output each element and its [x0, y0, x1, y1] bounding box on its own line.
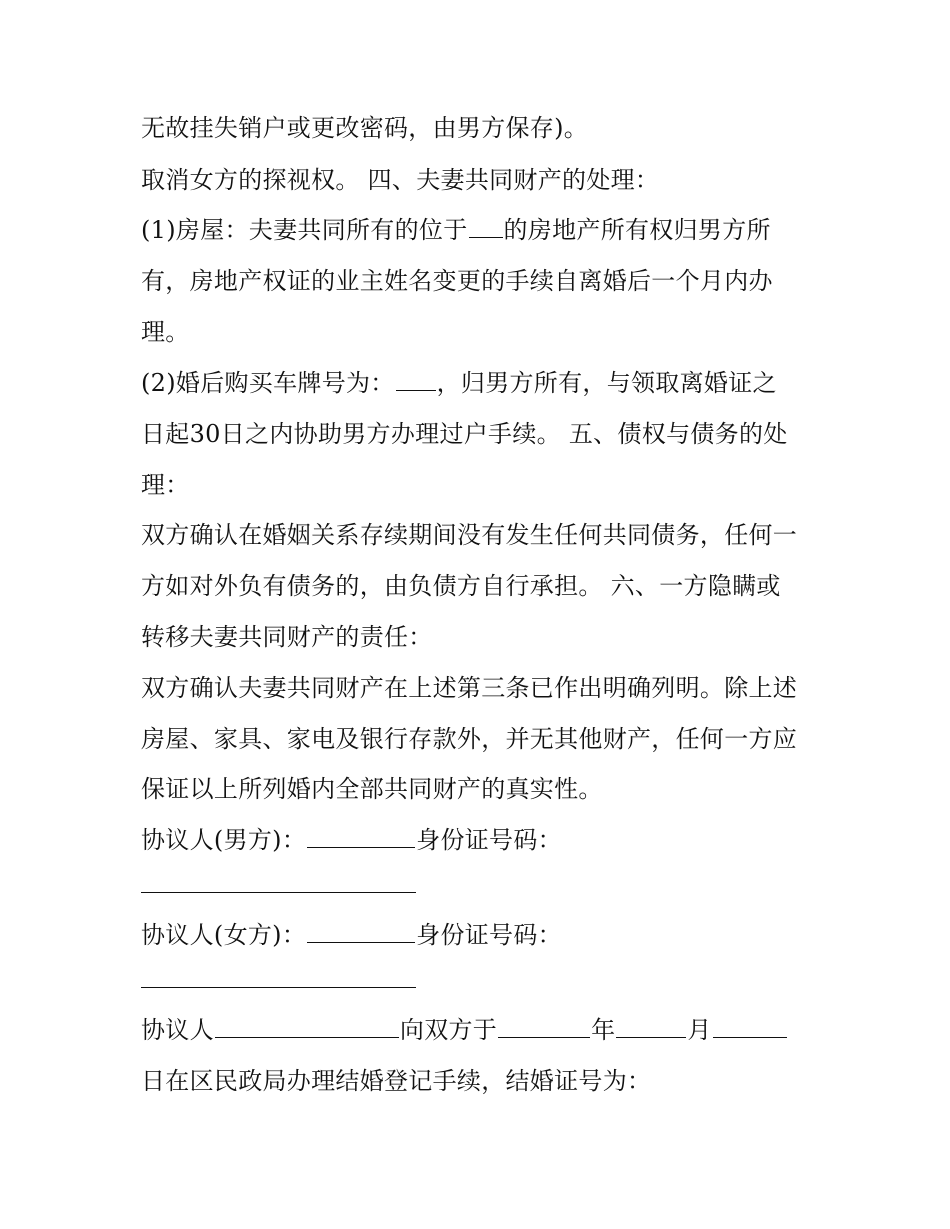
text-segment: 的房地产所有权归男方所 [503, 216, 771, 244]
signatory-female-label: 协议人(女方)： [141, 921, 307, 949]
text-line: 双方确认在婚姻关系存续期间没有发生任何共同债务，任何一 [141, 521, 798, 549]
text-line: 取消女方的探视权。 四、夫妻共同财产的处理： [141, 166, 660, 194]
text-segment: 协议人 [141, 1016, 214, 1044]
id-number-label: 身份证号码： [416, 826, 562, 854]
female-id-number-blank [141, 987, 416, 988]
text-line: 日在区民政局办理结婚登记手续，结婚证号为： [141, 1067, 652, 1095]
text-line: 双方确认夫妻共同财产在上述第三条已作出明确列明。除上述 [141, 674, 798, 702]
fill-in-blank [469, 217, 503, 238]
signatory-male-line [141, 826, 562, 854]
text-segment: (2)婚后购买车牌号为： [141, 369, 395, 397]
text-line: 理。 [141, 318, 190, 346]
signatory-blank [215, 1017, 399, 1038]
text-segment: 向双方于 [399, 1016, 498, 1044]
male-name-blank [307, 827, 415, 848]
text-segment: (1)房屋：夫妻共同所有的位于 [141, 216, 468, 244]
text-line [141, 216, 771, 244]
month-blank [616, 1017, 686, 1038]
text-line: 有，房地产权证的业主姓名变更的手续自离婚后一个月内办 [141, 267, 773, 295]
text-segment: ，归男方所有，与领取离婚证之 [436, 369, 777, 397]
month-label: 月 [687, 1016, 712, 1044]
fill-in-blank [396, 370, 436, 391]
registration-line [141, 1016, 788, 1044]
text-line: 理： [141, 471, 190, 499]
female-name-blank [307, 922, 415, 943]
text-line: 转移夫妻共同财产的责任： [141, 623, 433, 651]
year-label: 年 [591, 1016, 616, 1044]
male-id-number-blank [141, 892, 416, 893]
text-line: 房屋、家具、家电及银行存款外，并无其他财产，任何一方应 [141, 725, 798, 753]
signatory-male-label: 协议人(男方)： [141, 826, 307, 854]
text-line: 方如对外负有债务的，由负债方自行承担。 六、一方隐瞒或 [141, 572, 781, 600]
id-number-label: 身份证号码： [416, 921, 562, 949]
signatory-female-line [141, 921, 562, 949]
text-line: 保证以上所列婚内全部共同财产的真实性。 [141, 775, 603, 803]
year-blank [498, 1017, 590, 1038]
text-line: 无故挂失销户或更改密码，由男方保存)。 [141, 114, 589, 142]
text-line [141, 369, 777, 397]
day-blank [713, 1017, 787, 1038]
text-line: 日起30日之内协助男方办理过户手续。 五、债权与债务的处 [141, 420, 788, 448]
